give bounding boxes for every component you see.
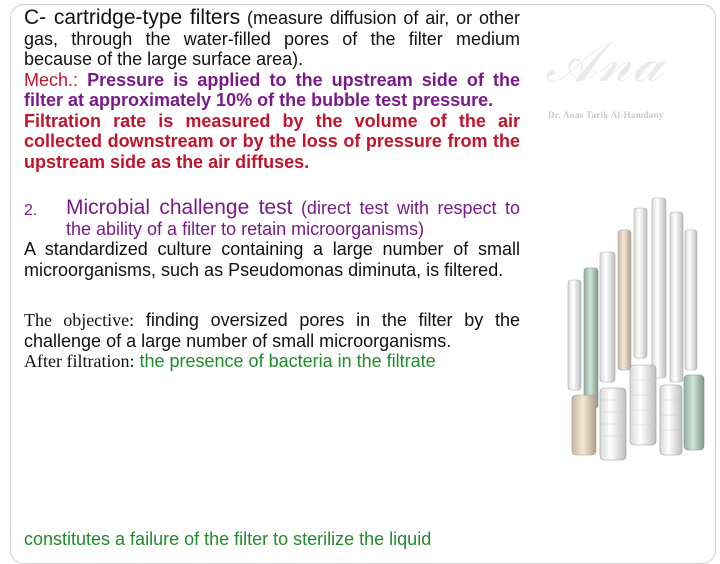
section-c-heading: C- cartridge-type filters	[24, 6, 241, 29]
objective-paragraph	[24, 310, 520, 351]
filter-cartridges-photo	[560, 190, 710, 480]
filtration-rate-text: Filtration rate is measured by the volume of the air collected downstream or by the loss of pressure from the upstream side as the air diffuses.	[24, 110, 520, 172]
after-text: the presence of bacteria in the filtrate	[139, 351, 436, 371]
objective-label: The objective:	[24, 310, 135, 330]
culture-text: A standardized culture containing a large number of small microorganisms, such as Pseudomonas diminuta, is filtered.	[24, 239, 520, 280]
mech-label: Mech.:	[24, 69, 79, 90]
microbial-challenge-item	[24, 198, 520, 239]
microbial-title: Microbial challenge test	[66, 196, 293, 219]
microbial-note: (direct test with respect to the ability of a filter to retain microorganisms)	[66, 198, 520, 239]
mechanism-paragraph	[24, 70, 520, 111]
microbial-paragraph	[66, 198, 520, 239]
mech-text: Pressure is applied to the upstream side of the filter at approximately 10% of the bubble test pressure.	[24, 69, 520, 110]
slide-text	[24, 8, 520, 372]
watermark-name: Dr. Anas Tarik Al-Hamdany	[548, 110, 664, 120]
section-c-paragraph	[24, 8, 520, 70]
item-number: 2.	[24, 202, 38, 219]
section-c-intro: (measure diffusion of air, or other gas, through the water-filled pores of the filter medium because of the large surface area).	[24, 8, 520, 69]
after-filtration-paragraph	[24, 351, 520, 372]
watermark-signature	[545, 30, 663, 96]
after-label: After filtration:	[24, 351, 135, 371]
cutoff-text: constitutes a failure of the filter to sterilize the liquid	[24, 529, 432, 549]
objective-text: finding oversized pores in the filter by the challenge of a large number of small microorganisms.	[24, 310, 520, 351]
signature-logo: 𝒜𝓃𝒶	[545, 30, 664, 95]
